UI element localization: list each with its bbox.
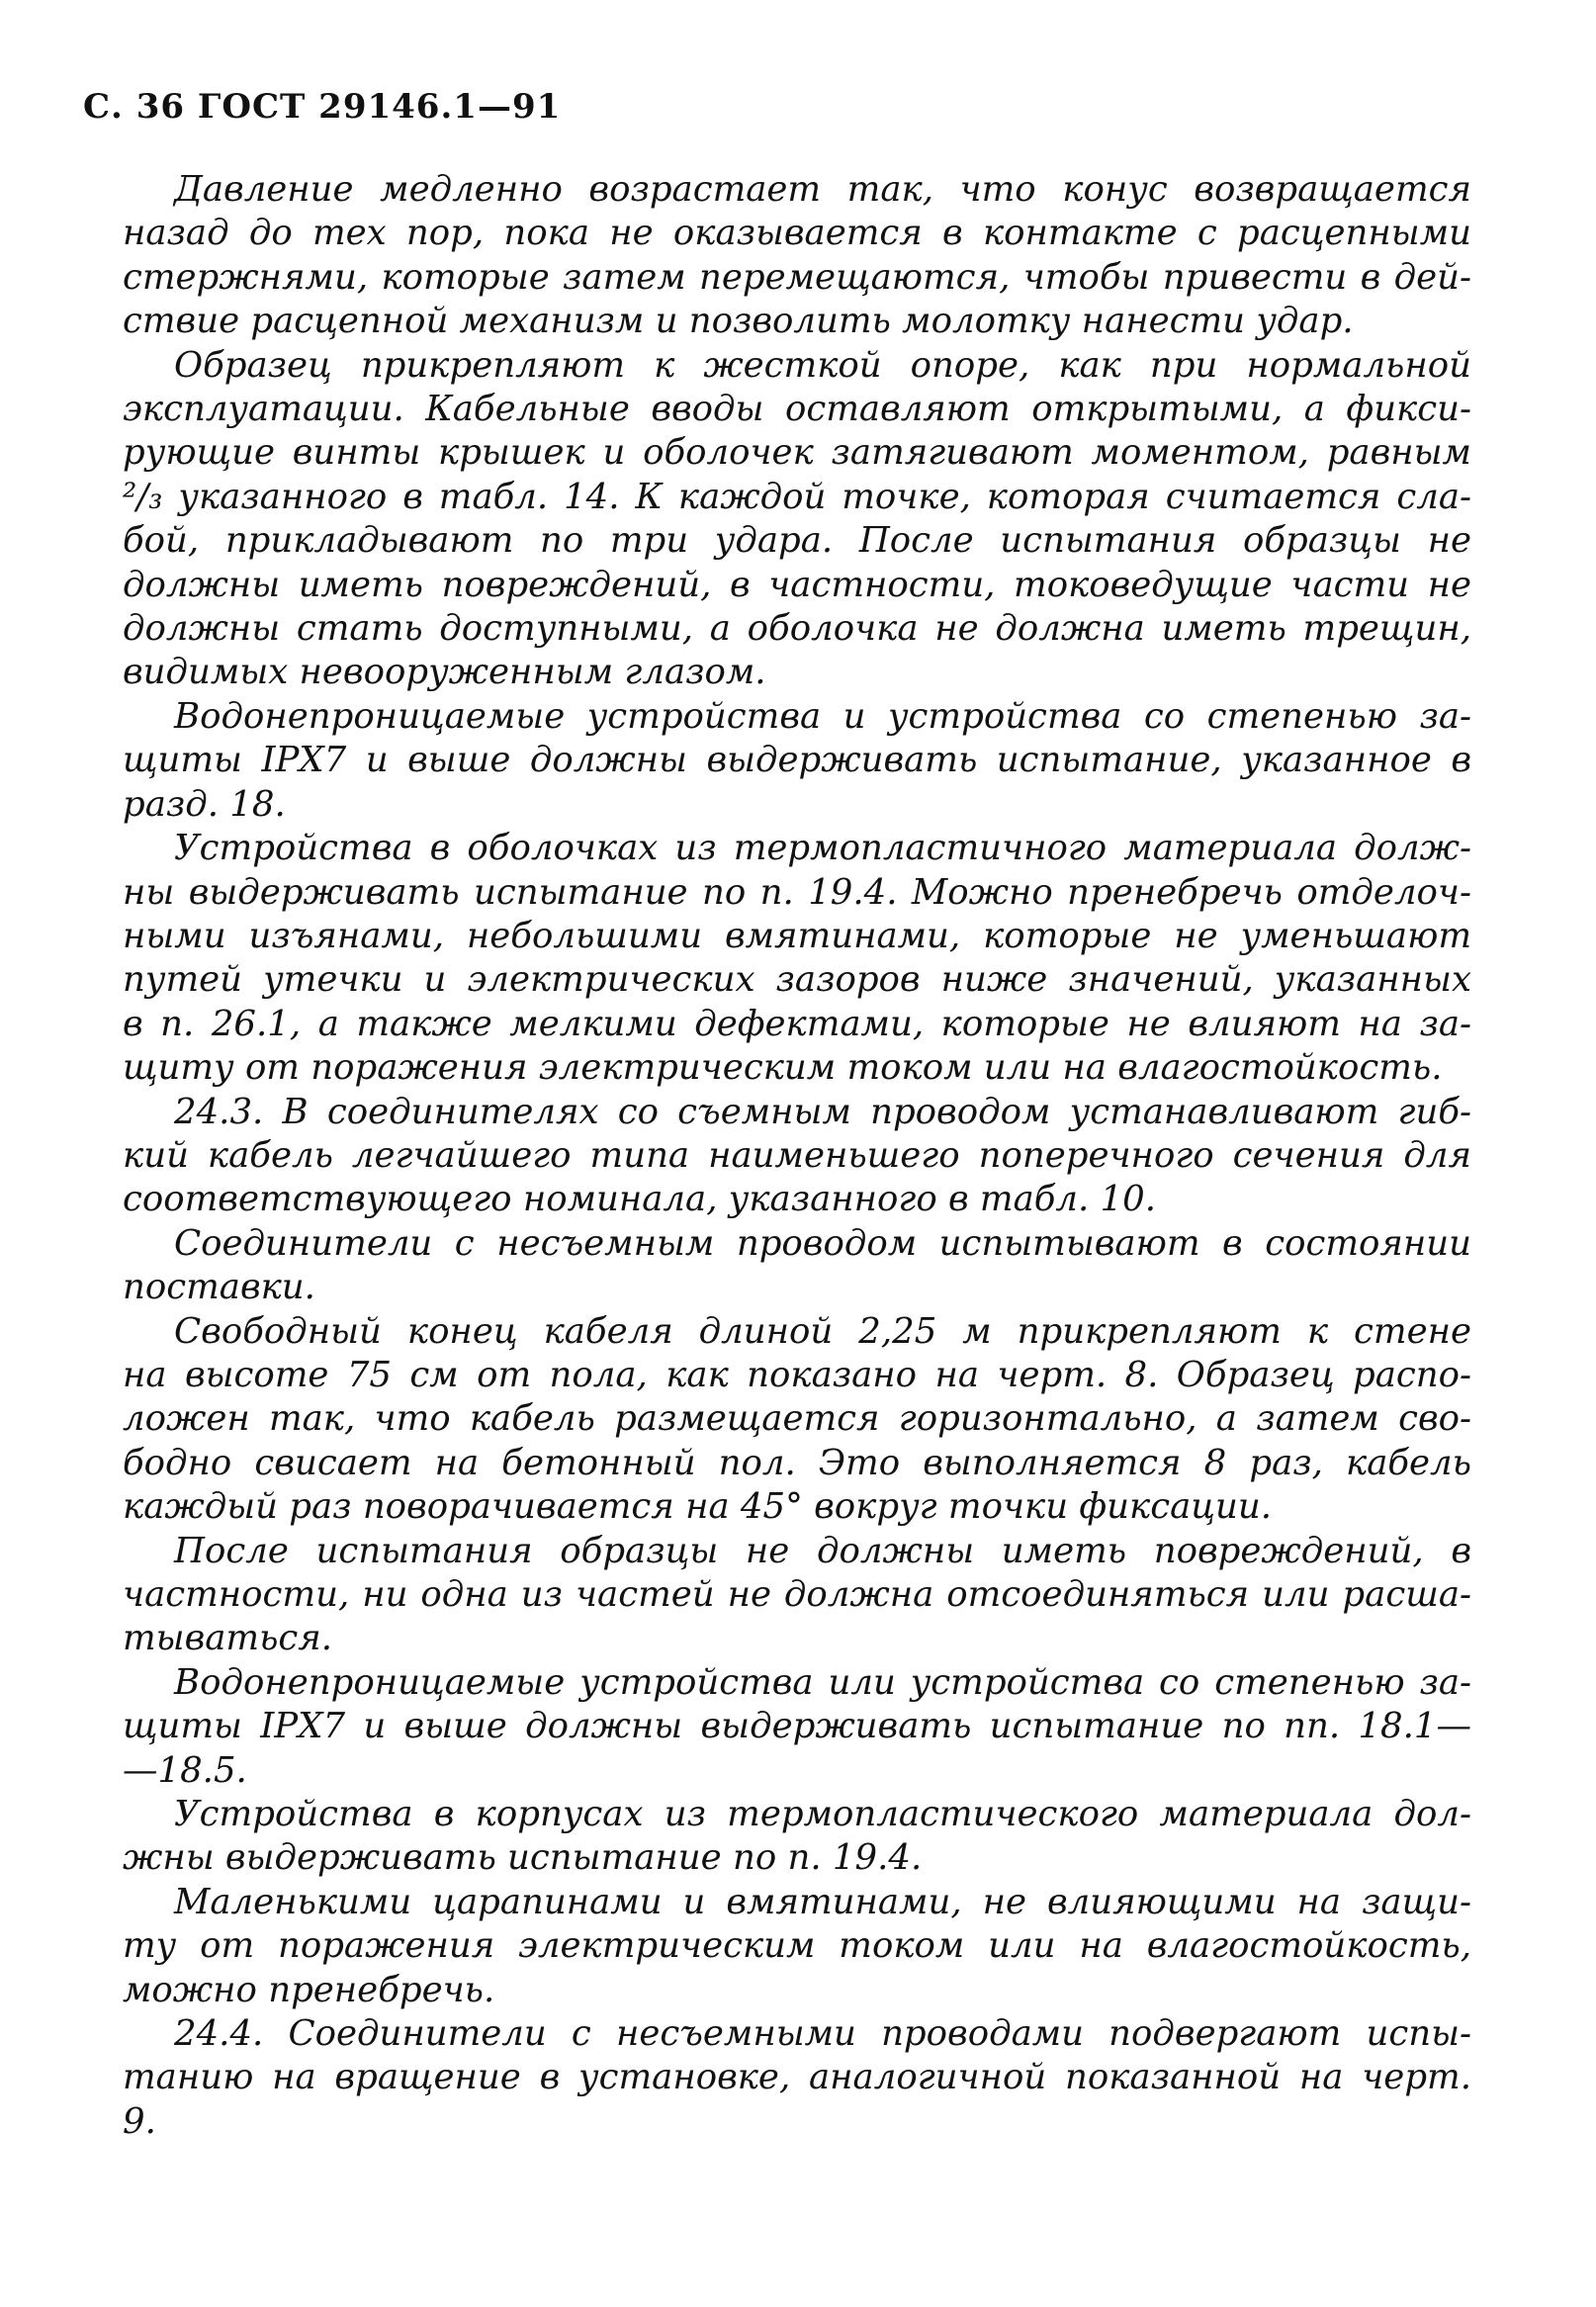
paragraph-12 (123, 2012, 1471, 2144)
paragraph-8 (123, 1530, 1471, 1661)
text-line: бодно свисает на бетонный пол. Это выполняется 8 раз, кабель (123, 1442, 1471, 1483)
text-line: ными изъянами, небольшими вмятинами, которые не уменьшают (123, 915, 1471, 956)
text-line: разд. 18. (123, 783, 286, 825)
text-line: Свободный конец кабеля длиной 2,25 м прикрепляют к стене (174, 1310, 1471, 1352)
text-line: Давление медленно возрастает так, что конус возвращается (174, 169, 1471, 210)
paragraph-6 (123, 1222, 1471, 1310)
text-line: бой, прикладывают по три удара. После испытания образцы не (123, 520, 1471, 562)
text-line: в п. 26.1, а также мелкими дефектами, которые не влияют на за- (123, 1003, 1471, 1044)
text-line: назад до тех пор, пока не оказывается в контакте с расцепными (123, 213, 1471, 254)
text-line: каждый раз поворачивается на 45° вокруг точки фиксации. (123, 1486, 1273, 1528)
paragraph-9 (123, 1661, 1471, 1793)
text-line: видимых невооруженным глазом. (123, 652, 766, 693)
text-line: путей утечки и электрических зазоров ниже значений, указанных (123, 959, 1471, 1001)
text-line: —18.5. (123, 1749, 247, 1791)
text-line: Маленькими царапинами и вмятинами, не влияющими на защи- (174, 1881, 1471, 1922)
text-line: жны выдерживать испытание по п. 19.4. (123, 1837, 923, 1879)
text-line: После испытания образцы не должны иметь повреждений, в (174, 1530, 1471, 1571)
body-text (123, 168, 1471, 2144)
text-line: Образец прикрепляют к жесткой опоре, как при нормальной (174, 344, 1471, 386)
text-line: ту от поражения электрическим током или на влагостойкость, (123, 1925, 1471, 1967)
text-line: можно пренебречь. (123, 1969, 495, 2010)
text-line: ствие расцепной механизм и позволить молотку нанести удар. (123, 301, 1354, 342)
text-line: Устройства в оболочках из термопластичного материала долж- (174, 828, 1471, 869)
text-line: тываться. (123, 1618, 333, 1659)
text-line: Соединители с несъемным проводом испытывают в состоянии (174, 1222, 1471, 1264)
text-line: танию на вращение в установке, аналогичной показанной на черт. (123, 2057, 1471, 2098)
text-line: 24.4. Соединители с несъемными проводами подвергают испы- (174, 2013, 1471, 2055)
paragraph-1 (123, 168, 1471, 344)
paragraph-11 (123, 1881, 1471, 2012)
text-line: на высоте 75 см от пола, как показано на черт. 8. Образец распо- (123, 1354, 1471, 1395)
text-line: щиты IPX7 и выше должны выдерживать испытание по пп. 18.1— (123, 1706, 1471, 1747)
text-line: поставки. (123, 1267, 315, 1308)
text-line: Водонепроницаемые устройства или устройства со степенью за- (174, 1661, 1471, 1703)
text-line: ны выдерживать испытание по п. 19.4. Можно пренебречь отделоч- (123, 871, 1471, 913)
text-line: частности, ни одна из частей не должна отсоединяться или расша- (123, 1574, 1471, 1615)
text-line: соответствующего номинала, указанного в табл. 10. (123, 1179, 1157, 1220)
text-line: кий кабель легчайшего типа наименьшего поперечного сечения для (123, 1134, 1471, 1176)
paragraph-5 (123, 1091, 1471, 1222)
page-header: С. 36 ГОСТ 29146.1—91 (83, 87, 562, 127)
text-line: ложен так, что кабель размещается горизонтально, а затем сво- (123, 1398, 1471, 1440)
text-line: щиту от поражения электрическим током или на влагостойкость. (123, 1047, 1443, 1089)
paragraph-10 (123, 1793, 1471, 1881)
text-line: щиты IPX7 и выше должны выдерживать испытание, указанное в (123, 740, 1471, 781)
paragraph-2 (123, 344, 1471, 695)
text-line: 9. (123, 2100, 156, 2142)
text-line: ²/₃ указанного в табл. 14. К каждой точке, которая считается сла- (123, 476, 1471, 517)
text-line: Устройства в корпусах из термопластического материала дол- (174, 1794, 1471, 1835)
text-line: стержнями, которые затем перемещаются, чтобы привести в дей- (123, 256, 1471, 298)
text-line: 24.3. В соединителях со съемным проводом устанавливают гиб- (174, 1091, 1471, 1132)
text-line: рующие винты крышек и оболочек затягивают моментом, равным (123, 432, 1471, 474)
text-line: должны иметь повреждений, в частности, токоведущие части не (123, 564, 1471, 605)
text-line: должны стать доступными, а оболочка не должна иметь трещин, (123, 608, 1471, 650)
text-line: Водонепроницаемые устройства и устройства со степенью за- (174, 695, 1471, 737)
paragraph-7 (123, 1310, 1471, 1530)
text-line: эксплуатации. Кабельные вводы оставляют открытыми, а фикси- (123, 389, 1471, 430)
paragraph-3 (123, 695, 1471, 827)
paragraph-4 (123, 827, 1471, 1090)
